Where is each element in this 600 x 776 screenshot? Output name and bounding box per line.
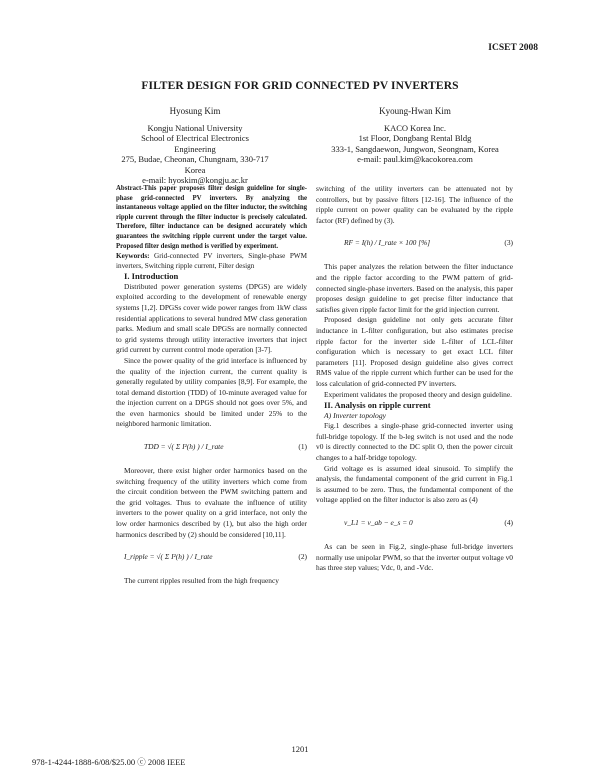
equation-number: (3): [504, 238, 513, 248]
equation-body: I_ripple = √( Σ I²(h) ) / I_rate: [124, 552, 213, 562]
author-affiliation: KACO Korea Inc.: [383, 122, 447, 133]
paragraph: Grid voltage es is assumed ideal sinusoid. To simplify the analysis, the fundamental component of the grid current in Fig.1 is assumed to be zero. Thus, the fundamental component of the voltage applied on the filter inductor is also zero as (4): [316, 463, 513, 505]
page-number: 1201: [291, 744, 309, 754]
abstract: Abstract-This paper proposes filter design guideline for single-phase grid-connected PV inverters. By analyzing the instantaneous voltage applied on the filter inductor, the switching ripple current through the filter inductor is precisely calculated. Therefore, filter inductance can be designed accurately which guarantees the switching ripple current under the target value. Proposed filter design method is verified by experiment.: [116, 185, 307, 250]
author-name: Kyoung-Hwan Kim: [379, 106, 451, 116]
paragraph: Since the power quality of the grid interface is influenced by the quality of the injection current, the current quality is generally regulated by utility companies [8,9]. For example, the total demand distortion (TDD) of 10-minute averaged value for the injection current on a DPGS should not goes over 5%, and the even harmonics should be limited under 25% to the neighbored harmonic limitation.: [116, 355, 307, 429]
section-heading: I. Introduction: [124, 271, 179, 282]
author-address: 333-1, Sangdaewon, Jungwon, Seongnam, Korea: [331, 143, 499, 154]
paragraph: Experiment validates the proposed theory and design guideline.: [324, 389, 512, 399]
paragraph: As can be seen in Fig.2, single-phase full-bridge inverters normally use unipolar PWM, so that the inverter output voltage v0 has three step values; Vdc, 0, and -Vdc.: [316, 542, 513, 573]
equation-body: v_L1 = v_ab − e_s = 0: [344, 518, 413, 528]
paragraph: switching of the utility inverters can be attenuated not by controllers, but by passive filters [12-16]. The influence of the ripple current on power quality can be evaluated by the ripple factor (RF) defined by (3).: [316, 184, 513, 225]
paper-title: FILTER DESIGN FOR GRID CONNECTED PV INVERTERS: [141, 80, 459, 92]
equation: [316, 232, 513, 256]
copyright-line: 978-1-4244-1888-6/08/$25.00 ⓒ 2008 IEEE: [32, 757, 186, 767]
right-column: [316, 184, 513, 574]
equation-number: (4): [504, 518, 513, 528]
author-address: 275, Budae, Cheonan, Chungnam, 330-717 Korea: [121, 154, 269, 175]
author-name: Hyosung Kim: [169, 106, 221, 116]
paragraph: Moreover, there exist higher order harmonics based on the switching frequency of the utility inverters which come from the circuit condition between the PWM switching pattern and the grid voltages. Thus to evaluate the influence of utility inverters to the power quality on a grid interface, not only the low order harmonics described by (1), but also the high order harmonics described by (2) should be considered [10,11].: [116, 466, 307, 539]
paragraph: Fig.1 describes a single-phase grid-connected inverter using full-bridge topology. If the b-leg switch is not used and the node v0 is directly connected to the DC split O, then the power circuit changes to a half-bridge topology.: [316, 421, 513, 463]
keywords-text: Grid-connected PV inverters, Single-phase PWM inverters, Switching ripple current, Filter design: [116, 252, 307, 271]
conference-tag: ICSET 2008: [488, 43, 538, 53]
author-affiliation: Kongju National University: [147, 122, 243, 133]
equation-body: RF = I(h) / I_rate × 100 [%]: [344, 238, 431, 248]
left-column: [116, 184, 307, 587]
paragraph: Proposed design guideline not only gets accurate filter inductance in L-filter configuration, but also estimates precise ripple factor for the inverter side L-filter of LCL-filter configuration which is necessary to get exact LCL filter parameters [11]. Proposed design guideline also gives correct RMS value of the ripple current which further can be used for the loss calculation of grid-connected PV inverters.: [316, 315, 513, 388]
equation: [316, 512, 513, 536]
paragraph: This paper analyzes the relation between the filter inductance and the ripple factor according to the PWM pattern of grid-connected single-phase inverters. Based on the analysis, this paper proposes design guideline to get precise filter inductance that satisfies given ripple factor limit for the grid injection current.: [316, 262, 513, 314]
author-email: e-mail: paul.kim@kacokorea.com: [357, 154, 473, 164]
equation-number: (2): [298, 552, 307, 562]
author-affiliation: 1st Floor, Dongbang Rental Bldg: [358, 133, 472, 143]
section-heading: II. Analysis on ripple current: [324, 400, 431, 411]
equation-number: (1): [298, 442, 307, 452]
equation: [116, 546, 307, 570]
keywords: [116, 251, 307, 271]
paragraph: The current ripples resulted from the high frequency: [124, 576, 279, 586]
author-block-1: [120, 106, 270, 186]
author-block-2: [325, 106, 505, 165]
equation: [116, 436, 307, 460]
subsection-heading: A) Inverter topology: [324, 410, 386, 420]
equation-body: TDD = √( Σ I²(h) ) / I_rate: [144, 442, 224, 452]
paragraph: Distributed power generation systems (DPGS) are widely exploited according to the development of renewable energy systems [1,2]. DPGSs cover wide power ranges from 1kW class residential applications to several hundred MW class generation parks. Medium and small scale DPGSs are normally connected to grid systems through utility interactive inverters that inject grid current by current control mode operation [3-7].: [116, 281, 307, 355]
author-email: e-mail: hyoskim@kongju.ac.kr: [142, 175, 248, 185]
author-affiliation: School of Electrical Electronics Engineering: [141, 133, 249, 154]
keywords-label: Keywords:: [116, 252, 150, 261]
